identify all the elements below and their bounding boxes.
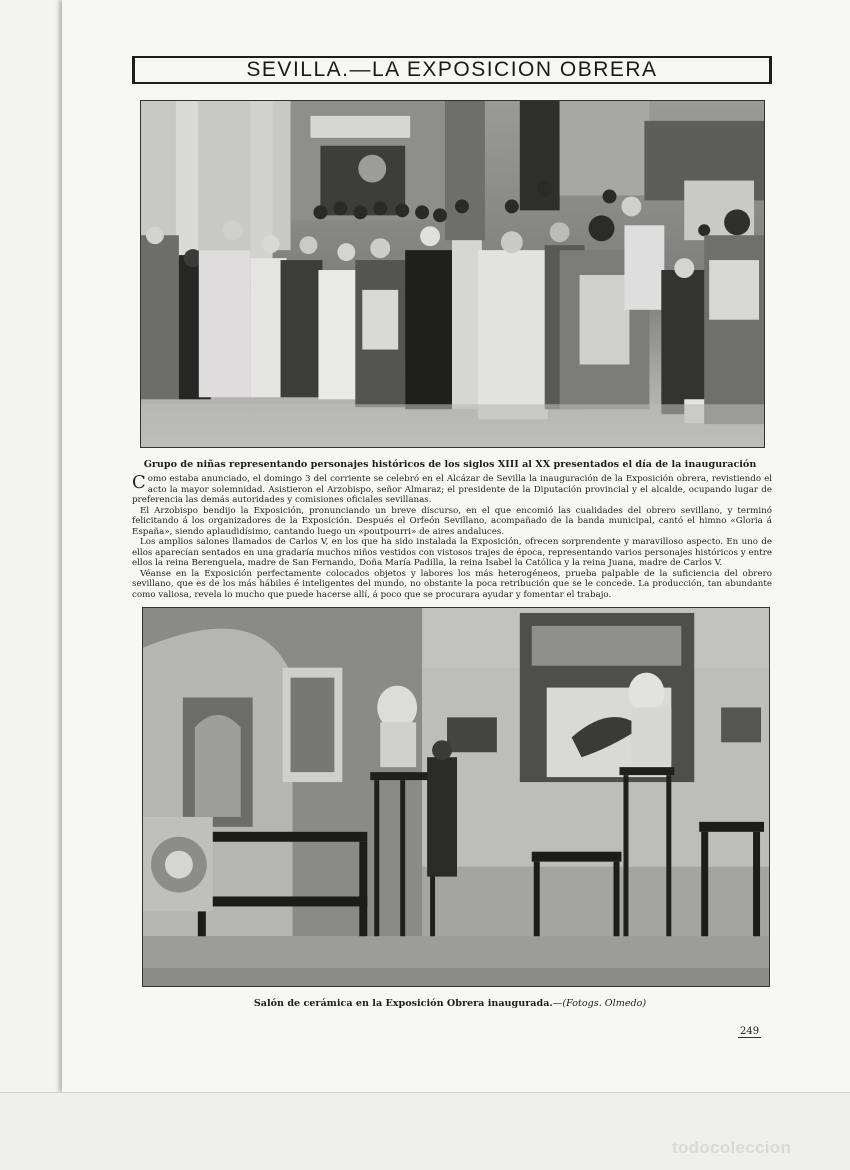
photo-ceramics-caption-main: Salón de cerámica en la Exposición Obrera inaugurada. <box>253 998 553 1009</box>
photo-ceramics-hall <box>142 607 770 987</box>
watermark: todocoleccion <box>672 1138 792 1157</box>
page-number: 249 <box>740 1026 760 1037</box>
photo-ceramics-hall-image <box>143 608 769 986</box>
article-paragraph-4: Véanse en la Exposición perfectamente colocados objetos y labores los más heterogéneos, prueba palpable de la suficiencia del obrero sevillano, que es de los más hábiles é inteligentes del mundo, no obstante la poca retribución que se le concede. La producción, tan abundante como valiosa, revela lo mucho que puede hacerse allí, á poco que se procurara ayudar y fomentar el trabajo. <box>132 568 772 600</box>
scan-bottom-margin <box>0 1092 850 1170</box>
article-paragraph-1: Como estaba anunciado, el domingo 3 del corriente se celebró en el Alcázar de Sevilla la inauguración de la Exposición obrera, revistiendo el acto la mayor solemnidad. Asistieron el Arzobispo, señor Almaraz; el presidente de la Diputación provincial y el alcalde, ocupando lugar de preferencia las demás autoridades y comisiones oficiales sevillanas. <box>132 472 772 505</box>
page-title-frame <box>132 56 772 84</box>
photo-ceramics-caption <box>140 998 760 1009</box>
photo-group-caption: Grupo de niñas representando personajes históricos de los siglos XIII al XX presentados el día de la inauguración <box>143 459 757 470</box>
photo-group-of-girls-image <box>141 101 764 447</box>
drop-cap: C <box>132 472 146 493</box>
article-paragraph-3: Los amplios salones llamados de Carlos V, en los que ha sido instalada la Exposición, ofrecen sorprendente y maravilloso aspecto. En uno de ellos aparecían sentados en una gradaría muchos niños vestidos con vistosos trajes de época, representando varios personajes históricos y entre ellos la reina Berenguela, madre de San Fernando, Doña María Padilla, la reina Isabel la Católica y la reina Juana, madre de Carlos V. <box>132 537 772 568</box>
article-body <box>132 474 772 600</box>
article-paragraph-2: El Arzobispo bendijo la Exposición, pronunciando un breve discurso, en el que encomió las cualidades del obrero sevillano, y terminó felicitando á los organizadores de la Exposición. Después el Orfeón Sevillano, acompañado de la banda municipal, cantó el himno «Gloria á España», siendo aplaudidísimo, cantando luego un «poutpourri» de aires andaluces. <box>132 505 772 537</box>
photo-credit: —(Fotogs. Olmedo) <box>552 998 647 1009</box>
photo-group-of-girls <box>140 100 765 448</box>
page-title: SEVILLA.—LA EXPOSICION OBRERA <box>246 58 658 81</box>
previous-page-edge <box>0 0 63 1092</box>
